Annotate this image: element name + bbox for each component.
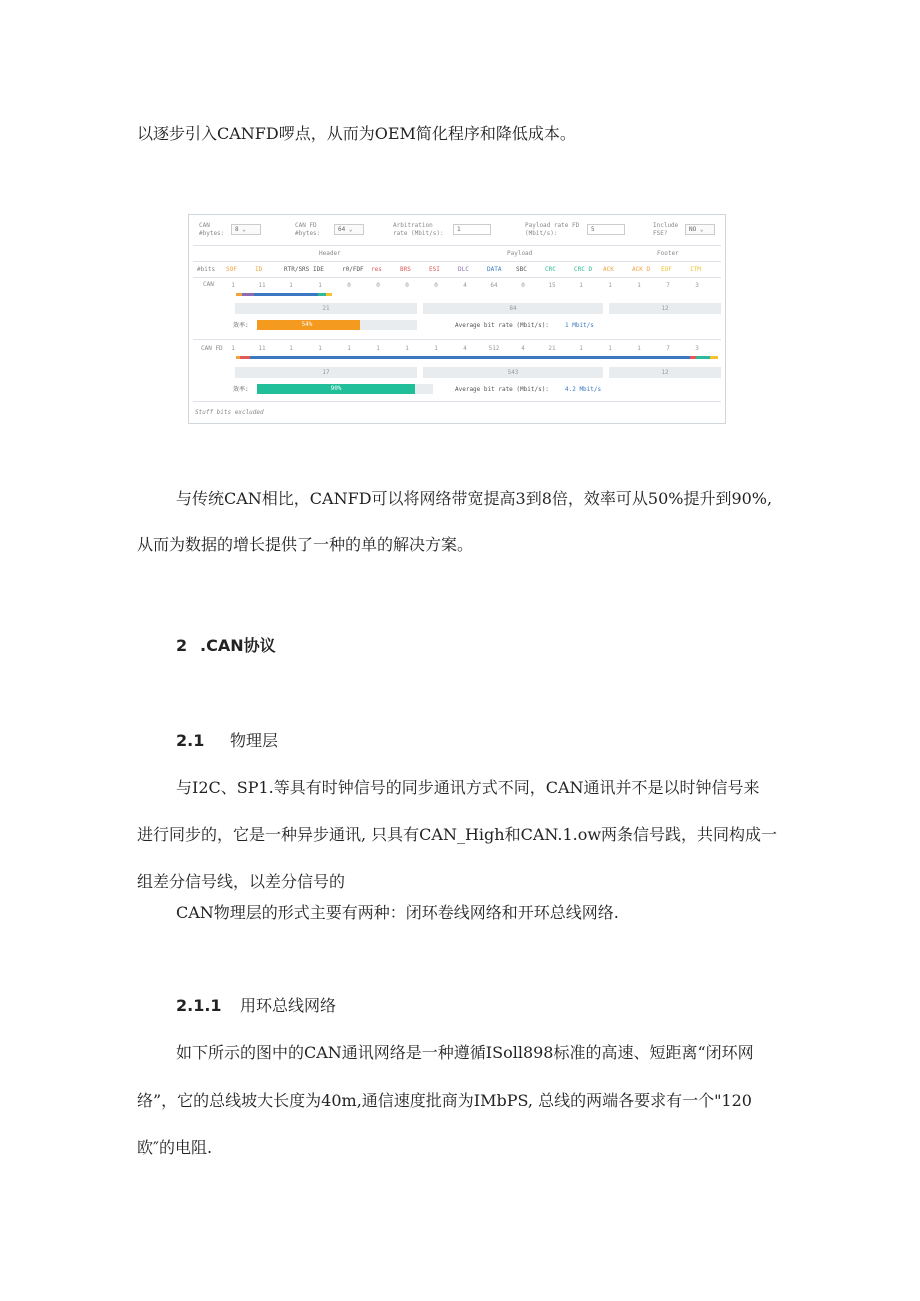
arbitration-rate-input[interactable]: 1 bbox=[453, 224, 491, 235]
canfd-footer-total: 12 bbox=[661, 369, 669, 376]
can-bit-count: 0 bbox=[521, 282, 525, 289]
can-bit-count: 1 bbox=[637, 282, 641, 289]
canfd-row-label: CAN FD bbox=[201, 345, 223, 352]
heading-2-title: .CAN协议 bbox=[200, 636, 276, 655]
field-label: BRS bbox=[400, 266, 411, 273]
payload-rate-input[interactable]: 5 bbox=[587, 224, 625, 235]
can-efficiency-track bbox=[257, 320, 417, 330]
control-label-arbitration-rate: Arbitration rate (Mbit/s): bbox=[393, 222, 444, 237]
field-label: SBC bbox=[516, 266, 527, 273]
field-label: r0/FDF bbox=[342, 266, 364, 273]
canfd-bytes-select[interactable]: 64 ⌄ bbox=[334, 224, 364, 235]
can-bit-count: 1 bbox=[608, 282, 612, 289]
field-label: RTR/SRS bbox=[284, 266, 310, 273]
divider bbox=[193, 401, 721, 402]
field-label: ACK D bbox=[632, 266, 651, 273]
can-seg-crc bbox=[318, 293, 326, 296]
field-label: #bits bbox=[197, 266, 216, 273]
canfd-bit-count: 1 bbox=[608, 345, 612, 352]
para2-line4: CAN物理层的形式主要有两种：闭环卷线网络和开环总线网络. bbox=[176, 903, 619, 922]
can-payload-total: 84 bbox=[509, 305, 517, 312]
can-bit-count: 3 bbox=[695, 282, 699, 289]
can-bit-count: 0 bbox=[347, 282, 351, 289]
canfd-bit-count: 1 bbox=[434, 345, 438, 352]
field-label: EOF bbox=[661, 266, 672, 273]
canfd-bit-count: 1 bbox=[637, 345, 641, 352]
divider bbox=[193, 261, 721, 262]
field-label: ESI bbox=[429, 266, 440, 273]
field-label: ACK bbox=[603, 266, 614, 273]
heading-2-number: 2 bbox=[176, 636, 188, 655]
group-footer: Footer bbox=[657, 250, 679, 257]
can-rate-value: 1 Mbit/s bbox=[565, 322, 594, 329]
can-footer-total: 12 bbox=[661, 305, 669, 312]
canfd-efficiency-value: 90% bbox=[330, 385, 342, 392]
canfd-rate-value: 4.2 Mbit/s bbox=[565, 386, 602, 393]
canfd-bit-count: 21 bbox=[548, 345, 556, 352]
para3-line3: 欧″的电阻. bbox=[137, 1138, 213, 1157]
canfd-bit-count: 7 bbox=[666, 345, 670, 352]
can-bit-count: 0 bbox=[434, 282, 438, 289]
figure-note: Stuff bits excluded bbox=[195, 409, 264, 416]
can-rate-label: Average bit rate (Mbit/s): bbox=[455, 322, 549, 329]
can-bit-count: 1 bbox=[579, 282, 583, 289]
divider bbox=[193, 277, 721, 278]
canfd-bit-count: 1 bbox=[405, 345, 409, 352]
field-label: ITM bbox=[690, 266, 701, 273]
field-label: ID bbox=[255, 266, 263, 273]
control-label-can-bytes: CAN #bytes: bbox=[199, 222, 225, 237]
can-bit-count: 7 bbox=[666, 282, 670, 289]
canfd-bit-count: 1 bbox=[289, 345, 293, 352]
para3-line1: 如下所示的图中的CAN通讯网络是一种遵循ISoll898标准的高速、短距离“闭环网 bbox=[176, 1043, 754, 1062]
field-label: DATA bbox=[487, 266, 502, 273]
canfd-efficiency-label: 效率: bbox=[233, 386, 249, 393]
para1-line1: 与传统CAN相比，CANFD可以将网络带宽提高3到8倍，效率可从50%提升到90%, bbox=[176, 489, 773, 508]
can-row-label: CAN bbox=[203, 281, 214, 288]
can-bit-count: 11 bbox=[258, 282, 266, 289]
heading-2-1-1-title: 用环总线网络 bbox=[240, 996, 337, 1015]
heading-2-1-1-number: 2.1.1 bbox=[176, 996, 222, 1015]
can-bit-count: 1 bbox=[231, 282, 235, 289]
canfd-payload-total: 543 bbox=[507, 369, 519, 376]
heading-2-1-title: 物理层 bbox=[230, 731, 279, 750]
heading-2-1-number: 2.1 bbox=[176, 731, 205, 750]
para3-line2: 络”，它的总线坡大长度为40m,通信速度批商为IMbPS, 总线的两端各要求有一个"120 bbox=[137, 1091, 752, 1110]
canfd-bit-count: 1 bbox=[347, 345, 351, 352]
can-fd-comparison-figure bbox=[188, 214, 726, 424]
control-label-include-fse: Include FSE? bbox=[653, 222, 679, 237]
can-seg-data bbox=[254, 293, 318, 296]
canfd-bit-count: 1 bbox=[376, 345, 380, 352]
canfd-bit-count: 4 bbox=[521, 345, 525, 352]
can-seg-id bbox=[242, 293, 254, 296]
canfd-bit-count: 4 bbox=[463, 345, 467, 352]
can-header-total: 21 bbox=[322, 305, 330, 312]
can-efficiency-label: 效率: bbox=[233, 322, 249, 329]
canfd-seg-id bbox=[240, 356, 250, 359]
canfd-seg-crc bbox=[696, 356, 710, 359]
can-bit-count: 0 bbox=[376, 282, 380, 289]
canfd-bit-count: 1 bbox=[231, 345, 235, 352]
control-label-payload-rate: Payload rate FD (Mbit/s): bbox=[525, 222, 580, 237]
canfd-rate-label: Average bit rate (Mbit/s): bbox=[455, 386, 549, 393]
group-payload: Payload bbox=[507, 250, 533, 257]
canfd-seg-footer bbox=[710, 356, 718, 359]
can-bit-count: 64 bbox=[490, 282, 498, 289]
field-label: res bbox=[371, 266, 382, 273]
canfd-bit-count: 512 bbox=[488, 345, 500, 352]
can-efficiency-value: 54% bbox=[301, 321, 313, 328]
can-bit-count: 1 bbox=[289, 282, 293, 289]
control-label-canfd-bytes: CAN FD #bytes: bbox=[295, 222, 321, 237]
field-label: CRC bbox=[545, 266, 556, 273]
canfd-header-total: 17 bbox=[322, 369, 330, 376]
canfd-bit-count: 11 bbox=[258, 345, 266, 352]
heading-2-1 bbox=[176, 731, 278, 751]
can-bit-count: 15 bbox=[548, 282, 556, 289]
field-label: IDE bbox=[313, 266, 324, 273]
can-bit-count: 4 bbox=[463, 282, 467, 289]
canfd-bit-count: 1 bbox=[318, 345, 322, 352]
field-label: SOF bbox=[226, 266, 237, 273]
canfd-bit-count: 3 bbox=[695, 345, 699, 352]
can-bytes-select[interactable]: 8 ⌄ bbox=[231, 224, 261, 235]
heading-2 bbox=[176, 636, 276, 656]
field-label: CRC D bbox=[574, 266, 593, 273]
para2-line2: 进行同步的，它是一种异步通讯, 只具有CAN_High和CAN.1.ow两条信号践，共同构成一 bbox=[137, 825, 778, 844]
can-bit-count: 0 bbox=[405, 282, 409, 289]
divider bbox=[193, 245, 721, 246]
heading-2-1-1 bbox=[176, 996, 336, 1016]
include-fse-select[interactable]: NO ⌄ bbox=[685, 224, 715, 235]
canfd-efficiency-track bbox=[257, 384, 433, 394]
can-seg-footer bbox=[326, 293, 332, 296]
para2-line1: 与I2C、SP1.等具有时钟信号的同步通讯方式不同，CAN通讯并不是以时钟信号来 bbox=[176, 778, 760, 797]
can-bit-count: 1 bbox=[318, 282, 322, 289]
group-header: Header bbox=[319, 250, 341, 257]
intro-paragraph: 以逐步引入CANFD啰点，从而为OEM简化程序和降低成本。 bbox=[137, 124, 576, 143]
para1-line2: 从而为数据的增长提供了一种的单的解决方案。 bbox=[137, 535, 474, 554]
divider bbox=[193, 339, 721, 340]
para2-line3: 组差分信号线，以差分信号的 bbox=[137, 872, 346, 891]
canfd-seg-data bbox=[250, 356, 690, 359]
canfd-bit-count: 1 bbox=[579, 345, 583, 352]
field-label: DLC bbox=[458, 266, 469, 273]
